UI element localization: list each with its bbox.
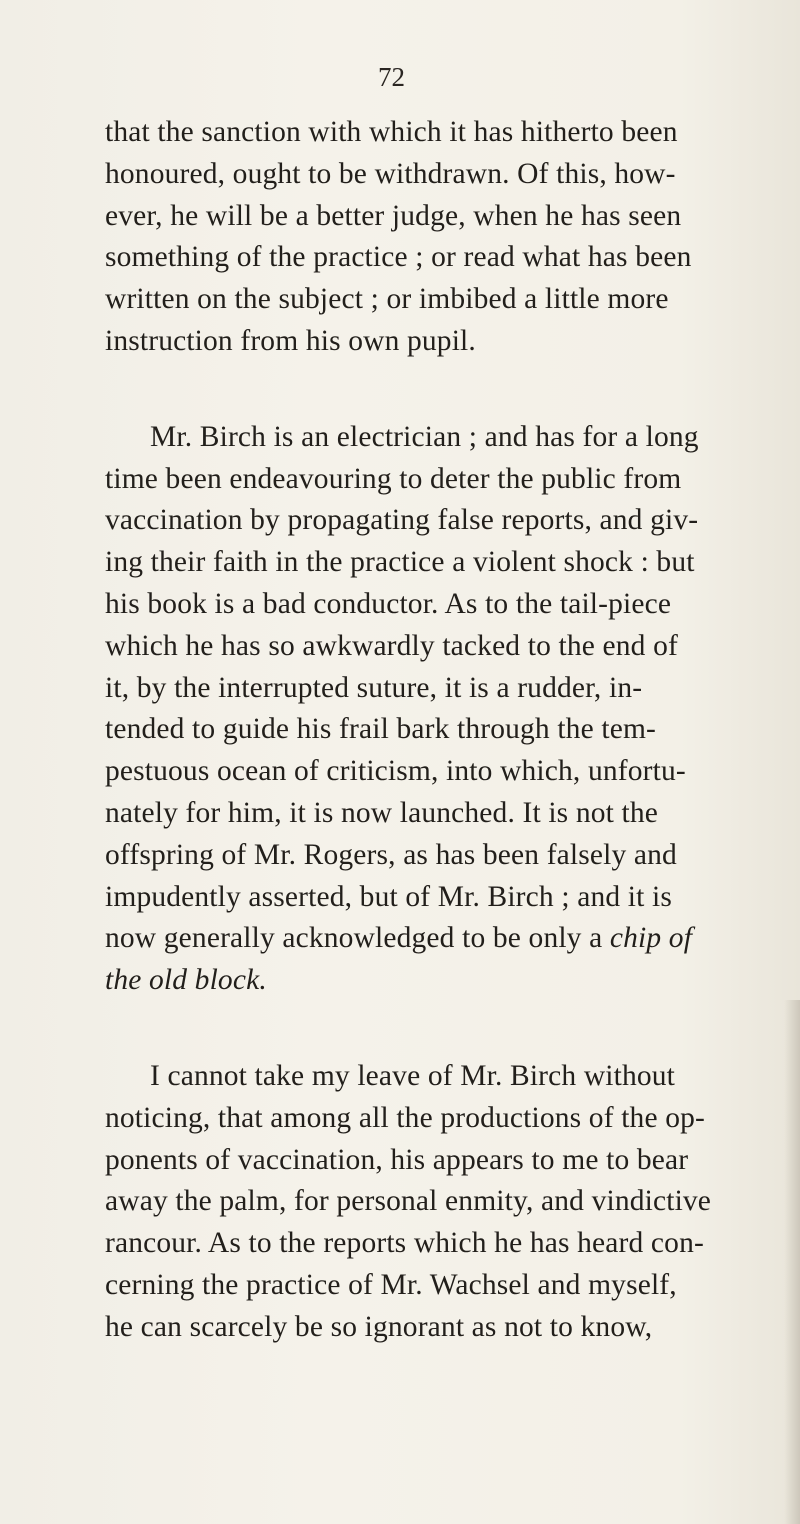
text-line: nately for him, it is now launched. It is not the <box>105 796 658 829</box>
text-line <box>105 960 785 1002</box>
text-line: honoured, ought to be withdrawn. Of this, how- <box>105 157 676 190</box>
paragraph-1 <box>105 112 785 363</box>
text-line: pestuous ocean of criticism, into which, unfortu- <box>105 755 686 788</box>
text-line: Mr. Birch is an electrician ; and has for a long <box>150 420 699 453</box>
italic-phrase: the old block. <box>105 964 267 997</box>
text-line: written on the subject ; or imbibed a little more <box>105 283 669 316</box>
text-line: noticing, that among all the productions of the op- <box>105 1101 705 1134</box>
text-line-roman: now generally acknowledged to be only a <box>105 922 603 955</box>
text-line: impudently asserted, but of Mr. Birch ; and it is <box>105 880 672 913</box>
text-line: cerning the practice of Mr. Wachsel and myself, <box>105 1268 677 1301</box>
text-line: away the palm, for personal enmity, and vindictive <box>105 1185 712 1218</box>
text-line: rancour. As to the reports which he has heard con- <box>105 1227 704 1260</box>
paragraph-3 <box>105 1056 785 1349</box>
paragraph-2 <box>105 417 785 1002</box>
text-line: ever, he will be a better judge, when he has seen <box>105 199 682 232</box>
text-line: that the sanction with which it has hitherto been <box>105 116 678 148</box>
page-number: 72 <box>378 62 405 92</box>
text-line: instruction from his own pupil. <box>105 324 476 357</box>
text-line: time been endeavouring to deter the public from <box>105 462 682 495</box>
text-line: which he has so awkwardly tacked to the end of <box>105 629 678 662</box>
text-line: ing their faith in the practice a violent shock : but <box>105 546 695 579</box>
text-line: it, by the interrupted suture, it is a rudder, in- <box>105 671 643 704</box>
text-line: vaccination by propagating false reports, and giv- <box>105 504 699 537</box>
text-line: tended to guide his frail bark through the tem- <box>105 713 657 746</box>
text-line: his book is a bad conductor. As to the tail-piece <box>105 587 672 620</box>
text-line: offspring of Mr. Rogers, as has been falsely and <box>105 838 677 871</box>
text-line: ponents of vaccination, his appears to me to bear <box>105 1143 689 1176</box>
text-line: he can scarcely be so ignorant as not to know, <box>105 1310 653 1343</box>
body-text <box>105 112 785 1403</box>
text-line: something of the practice ; or read what has been <box>105 241 692 274</box>
text-line <box>105 918 785 960</box>
text-line: I cannot take my leave of Mr. Birch without <box>150 1059 676 1092</box>
page-edge-shadow <box>784 1000 800 1524</box>
italic-phrase: chip of <box>609 922 693 955</box>
